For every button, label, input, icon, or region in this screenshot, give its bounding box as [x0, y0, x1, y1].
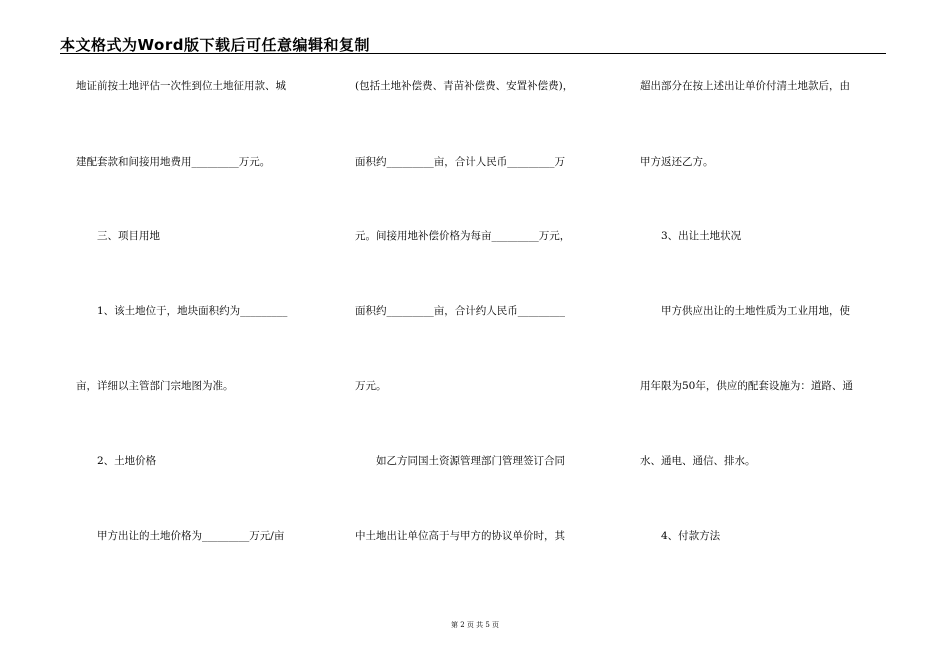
text-line: (包括土地补偿费、青苗补偿费、安置补偿费)，	[355, 80, 574, 92]
text-line: 万元。	[355, 380, 387, 392]
document-header-title: 本文格式为Word版下载后可任意编辑和复制	[60, 36, 370, 54]
text-line: 甲方供应出让的土地性质为工业用地，使	[640, 305, 850, 317]
text-line: 4、付款方法	[640, 530, 721, 542]
text-line: 用年限为50年，供应的配套设施为：道路、通	[640, 380, 853, 392]
text-line: 甲方返还乙方。	[640, 156, 714, 168]
text-line: 超出部分在按上述出让单价付清土地款后，由	[640, 80, 850, 92]
header-divider	[60, 53, 886, 54]
text-line: 三、项目用地	[76, 230, 160, 242]
text-line: 1、该土地位于，地块面积约为_________	[76, 305, 288, 317]
text-line: 建配套款和间接用地费用_________万元。	[76, 156, 271, 168]
text-line: 地证前按土地评估一次性到位土地征用款、城	[76, 80, 286, 92]
text-line: 3、出让土地状况	[640, 230, 742, 242]
text-line: 面积约_________亩，合计人民币_________万	[355, 156, 565, 168]
text-line: 元。间接用地补偿价格为每亩_________万元，	[355, 230, 571, 242]
page-number-footer: 第 2 页 共 5 页	[450, 621, 500, 629]
text-line: 甲方出让的土地价格为_________万元/亩	[76, 530, 285, 542]
text-line: 如乙方同国土资源管理部门管理签订合同	[355, 455, 565, 467]
text-line: 中土地出让单位高于与甲方的协议单价时，其	[355, 530, 565, 542]
text-line: 水、通电、通信、排水。	[640, 455, 756, 467]
text-line: 2、土地价格	[76, 455, 157, 467]
text-line: 亩，详细以主管部门宗地图为准。	[76, 380, 234, 392]
text-line: 面积约_________亩，合计约人民币_________	[355, 305, 565, 317]
